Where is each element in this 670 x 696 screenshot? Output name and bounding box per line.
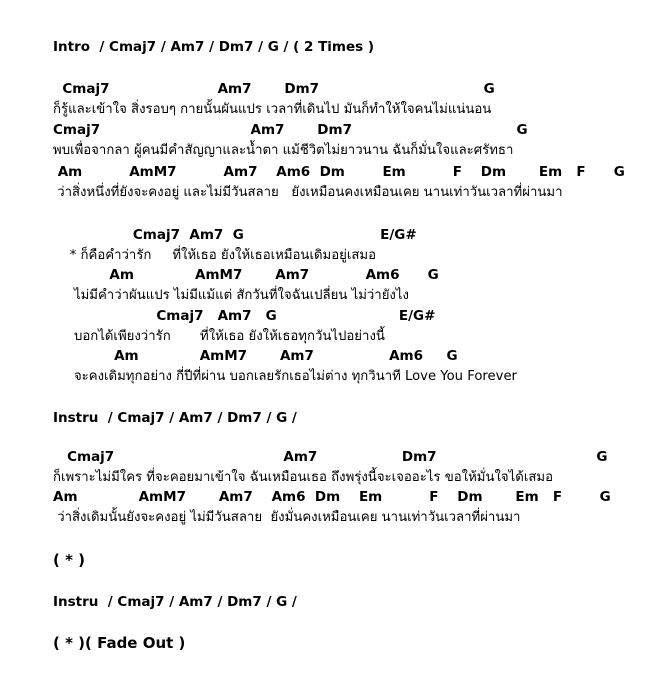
verse2-chords-2: Am AmM7 Am7 Am6 Dm Em F Dm Em F G [53, 489, 611, 505]
verse1-lyric-1: ก็รู้และเข้าใจ สิ่งรอบๆ กายนั้นผันแปร เวลาที่เดินไป มันก็ทำให้ใจคนไม่แน่นอน [53, 102, 492, 117]
chorus-chords-3: Cmaj7 Am7 G E/G# [53, 308, 436, 324]
chorus-lyric-1: * ก็คือคำว่ารัก ที่ให้เธอ ยังให้เธอเหมือนเดิมอยู่เสมอ [53, 248, 377, 263]
instru-line-1: Instru / Cmaj7 / Am7 / Dm7 / G / [53, 410, 297, 426]
chorus-chords-2: Am AmM7 Am7 Am6 G [53, 267, 439, 283]
verse1-chords-3: Am AmM7 Am7 Am6 Dm Em F Dm Em F G [53, 164, 625, 180]
verse2-lyric-1: ก็เพราะไม่มีใคร ที่จะคอยมาเข้าใจ ฉันเหมือนเธอ ถึงพรุ่งนี้จะเจออะไร ขอให้มั่นใจได้เสมอ [53, 470, 553, 485]
verse2-lyric-2: ว่าสิ่งเดิมนั้นยังจะคงอยู่ ไม่มีวันสลาย ยังมั่นคงเหมือนเคย นานเท่าวันเวลาที่ผ่านมา [53, 510, 521, 525]
chorus-lyric-4: จะคงเดิมทุกอย่าง กี่ปีที่ผ่าน บอกเลยรักเธอไม่ต่าง ทุกวินาที Love You Forever [53, 369, 517, 384]
chorus-chords-1: Cmaj7 Am7 G E/G# [53, 227, 417, 243]
instru-line-2: Instru / Cmaj7 / Am7 / Dm7 / G / [53, 594, 297, 610]
repeat-fade-out-marker: ( * )( Fade Out ) [53, 634, 186, 652]
intro-line: Intro / Cmaj7 / Am7 / Dm7 / G / ( 2 Times ) [53, 39, 375, 55]
verse1-lyric-3: ว่าสิ่งหนึ่งที่ยังจะคงอยู่ และไม่มีวันสลาย ยังเหมือนคงเหมือนเคย นานเท่าวันเวลาที่ผ่านมา [53, 185, 563, 200]
chorus-lyric-2: ไม่มีคำว่าผันแปร ไม่มีแม้แต่ สักวันที่ใจฉันเปลี่ยน ไม่ว่ายังไง [53, 288, 409, 303]
verse1-lyric-2: พบเพื่อจากลา ผู้คนมีคำสัญญาและน้ำตา แม้ชีวิตไม่ยาวนาน ฉันก็มั่นใจและศรัทธา [53, 143, 514, 158]
chorus-chords-4: Am AmM7 Am7 Am6 G [53, 348, 458, 364]
verse2-chords-1: Cmaj7 Am7 Dm7 G [53, 449, 608, 465]
verse1-chords-2: Cmaj7 Am7 Dm7 G [53, 122, 528, 138]
verse1-chords-1: Cmaj7 Am7 Dm7 G [53, 81, 495, 97]
chorus-lyric-3: บอกได้เพียงว่ารัก ที่ให้เธอ ยังให้เธอทุกวันไปอย่างนี้ [53, 329, 385, 344]
repeat-chorus-marker: ( * ) [53, 551, 85, 569]
